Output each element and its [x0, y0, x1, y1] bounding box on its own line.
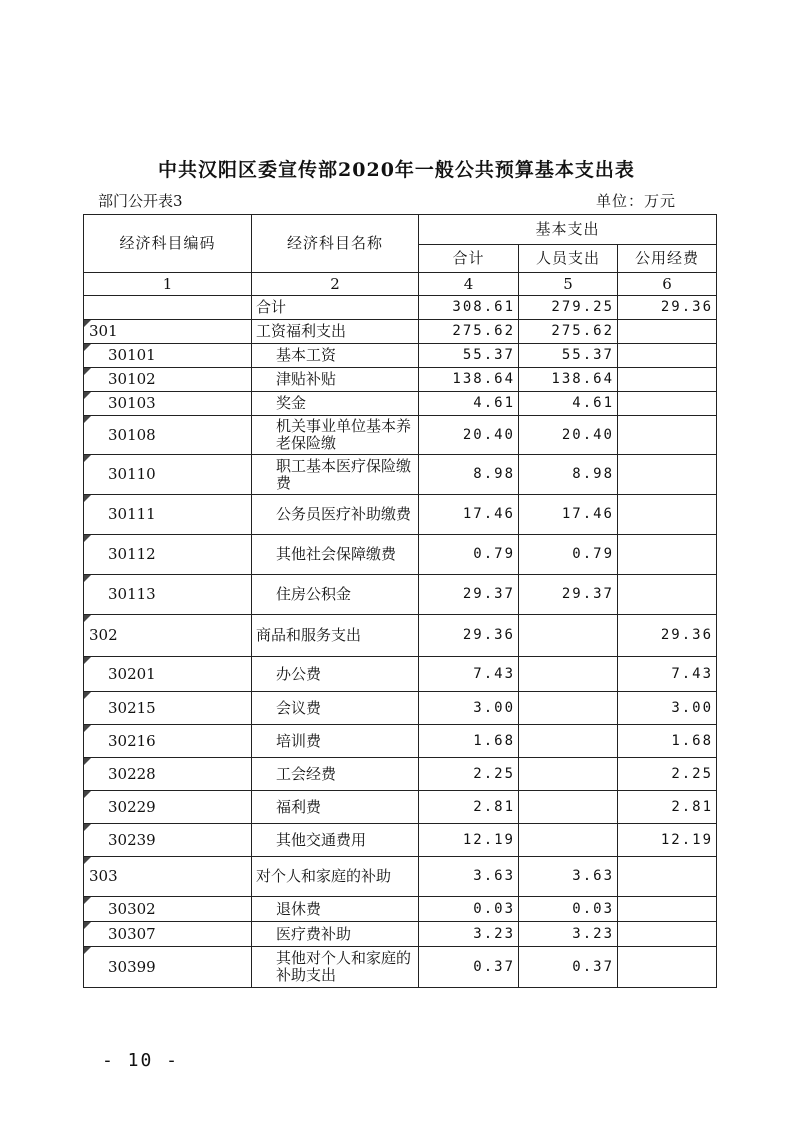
name-cell: 会议费: [252, 692, 419, 725]
table-row: [84, 692, 717, 725]
table-row: [84, 947, 717, 988]
personnel-cell: 0.37: [519, 947, 618, 988]
code-cell: 302: [84, 615, 252, 657]
header-personnel: 人员支出: [519, 245, 618, 273]
personnel-cell: 4.61: [519, 392, 618, 416]
public-cell: 7.43: [618, 657, 717, 692]
public-cell: [618, 922, 717, 947]
total-cell: 138.64: [419, 368, 519, 392]
personnel-cell: [519, 725, 618, 758]
personnel-cell: 8.98: [519, 455, 618, 495]
table-id: 部门公开表3: [98, 192, 183, 210]
cell-corner-mark: [84, 320, 91, 327]
code-cell: [84, 296, 252, 320]
table-row: [84, 791, 717, 824]
cell-corner-mark: [84, 922, 91, 929]
total-cell: 308.61: [419, 296, 519, 320]
table-row: [84, 857, 717, 897]
public-cell: 29.36: [618, 615, 717, 657]
name-cell: 机关事业单位基本养老保险缴: [252, 416, 419, 455]
personnel-cell: [519, 758, 618, 791]
code-cell: 30228: [84, 758, 252, 791]
public-cell: 29.36: [618, 296, 717, 320]
public-cell: [618, 392, 717, 416]
header-name: 经济科目名称: [252, 215, 419, 273]
personnel-cell: 3.63: [519, 857, 618, 897]
page-number: - 10 -: [102, 1050, 180, 1071]
code-cell: 30239: [84, 824, 252, 857]
table-row: [84, 344, 717, 368]
table-body: [84, 215, 717, 988]
name-cell: 办公费: [252, 657, 419, 692]
cell-corner-mark: [84, 615, 91, 622]
table-row: [84, 495, 717, 535]
name-cell: 职工基本医疗保险缴费: [252, 455, 419, 495]
table-row: [84, 416, 717, 455]
table-row: [84, 535, 717, 575]
unit-label: 单位：万元: [596, 192, 677, 210]
code-cell: 30216: [84, 725, 252, 758]
column-number: 4: [419, 273, 519, 296]
total-cell: 2.81: [419, 791, 519, 824]
table-row: [84, 657, 717, 692]
header-code: 经济科目编码: [84, 215, 252, 273]
cell-corner-mark: [84, 416, 91, 423]
code-cell: 30111: [84, 495, 252, 535]
total-cell: 1.68: [419, 725, 519, 758]
personnel-cell: 29.37: [519, 575, 618, 615]
cell-corner-mark: [84, 392, 91, 399]
column-number: 1: [84, 273, 252, 296]
total-cell: 20.40: [419, 416, 519, 455]
code-cell: 30307: [84, 922, 252, 947]
personnel-cell: [519, 692, 618, 725]
personnel-cell: 17.46: [519, 495, 618, 535]
table-row: [84, 922, 717, 947]
cell-corner-mark: [84, 758, 91, 765]
total-cell: 2.25: [419, 758, 519, 791]
name-cell: 津贴补贴: [252, 368, 419, 392]
cell-corner-mark: [84, 344, 91, 351]
total-cell: 275.62: [419, 320, 519, 344]
public-cell: [618, 857, 717, 897]
public-cell: 2.81: [618, 791, 717, 824]
document-title: 中共汉阳区委宣传部2020年一般公共预算基本支出表: [158, 159, 635, 181]
name-cell: 奖金: [252, 392, 419, 416]
name-cell: 合计: [252, 296, 419, 320]
name-cell: 基本工资: [252, 344, 419, 368]
code-cell: 30399: [84, 947, 252, 988]
header-basic-expense: 基本支出: [419, 215, 717, 245]
column-number: 2: [252, 273, 419, 296]
total-cell: 0.79: [419, 535, 519, 575]
name-cell: 福利费: [252, 791, 419, 824]
total-cell: 3.63: [419, 857, 519, 897]
total-cell: 3.00: [419, 692, 519, 725]
cell-corner-mark: [84, 368, 91, 375]
table-row: [84, 455, 717, 495]
cell-corner-mark: [84, 857, 91, 864]
public-cell: 12.19: [618, 824, 717, 857]
budget-table: [83, 214, 717, 988]
personnel-cell: [519, 824, 618, 857]
cell-corner-mark: [84, 824, 91, 831]
cell-corner-mark: [84, 535, 91, 542]
cell-corner-mark: [84, 947, 91, 954]
column-number-row: [84, 273, 717, 296]
personnel-cell: 138.64: [519, 368, 618, 392]
name-cell: 其他交通费用: [252, 824, 419, 857]
total-cell: 3.23: [419, 922, 519, 947]
personnel-cell: 20.40: [519, 416, 618, 455]
column-number: 5: [519, 273, 618, 296]
total-cell: 7.43: [419, 657, 519, 692]
name-cell: 其他社会保障缴费: [252, 535, 419, 575]
public-cell: [618, 495, 717, 535]
code-cell: 30102: [84, 368, 252, 392]
code-cell: 30113: [84, 575, 252, 615]
table-row: [84, 758, 717, 791]
code-cell: 30108: [84, 416, 252, 455]
cell-corner-mark: [84, 575, 91, 582]
total-cell: 0.37: [419, 947, 519, 988]
total-cell: 0.03: [419, 897, 519, 922]
name-cell: 工会经费: [252, 758, 419, 791]
personnel-cell: [519, 615, 618, 657]
public-cell: [618, 455, 717, 495]
name-cell: 退休费: [252, 897, 419, 922]
public-cell: 2.25: [618, 758, 717, 791]
header-row-1: [84, 215, 717, 245]
code-cell: 301: [84, 320, 252, 344]
cell-corner-mark: [84, 791, 91, 798]
code-cell: 30302: [84, 897, 252, 922]
table-row: [84, 296, 717, 320]
public-cell: 1.68: [618, 725, 717, 758]
header-public: 公用经费: [618, 245, 717, 273]
cell-corner-mark: [84, 692, 91, 699]
public-cell: [618, 320, 717, 344]
table-row: [84, 575, 717, 615]
name-cell: 商品和服务支出: [252, 615, 419, 657]
table-row: [84, 320, 717, 344]
name-cell: 其他对个人和家庭的补助支出: [252, 947, 419, 988]
personnel-cell: 3.23: [519, 922, 618, 947]
total-cell: 29.37: [419, 575, 519, 615]
personnel-cell: 0.79: [519, 535, 618, 575]
personnel-cell: [519, 791, 618, 824]
personnel-cell: [519, 657, 618, 692]
cell-corner-mark: [84, 725, 91, 732]
personnel-cell: 55.37: [519, 344, 618, 368]
total-cell: 29.36: [419, 615, 519, 657]
personnel-cell: 275.62: [519, 320, 618, 344]
code-cell: 30112: [84, 535, 252, 575]
code-cell: 30215: [84, 692, 252, 725]
public-cell: [618, 535, 717, 575]
public-cell: [618, 344, 717, 368]
header-total: 合计: [419, 245, 519, 273]
table-row: [84, 824, 717, 857]
code-cell: 30103: [84, 392, 252, 416]
code-cell: 30229: [84, 791, 252, 824]
total-cell: 4.61: [419, 392, 519, 416]
total-cell: 12.19: [419, 824, 519, 857]
table-row: [84, 368, 717, 392]
cell-corner-mark: [84, 455, 91, 462]
table-row: [84, 615, 717, 657]
public-cell: [618, 897, 717, 922]
public-cell: 3.00: [618, 692, 717, 725]
code-cell: 30101: [84, 344, 252, 368]
personnel-cell: 279.25: [519, 296, 618, 320]
column-number: 6: [618, 273, 717, 296]
public-cell: [618, 416, 717, 455]
public-cell: [618, 575, 717, 615]
name-cell: 工资福利支出: [252, 320, 419, 344]
name-cell: 住房公积金: [252, 575, 419, 615]
total-cell: 17.46: [419, 495, 519, 535]
name-cell: 公务员医疗补助缴费: [252, 495, 419, 535]
code-cell: 303: [84, 857, 252, 897]
table-row: [84, 392, 717, 416]
cell-corner-mark: [84, 897, 91, 904]
code-cell: 30201: [84, 657, 252, 692]
code-cell: 30110: [84, 455, 252, 495]
name-cell: 培训费: [252, 725, 419, 758]
table-row: [84, 725, 717, 758]
cell-corner-mark: [84, 657, 91, 664]
name-cell: 对个人和家庭的补助: [252, 857, 419, 897]
total-cell: 55.37: [419, 344, 519, 368]
name-cell: 医疗费补助: [252, 922, 419, 947]
public-cell: [618, 368, 717, 392]
personnel-cell: 0.03: [519, 897, 618, 922]
total-cell: 8.98: [419, 455, 519, 495]
cell-corner-mark: [84, 495, 91, 502]
public-cell: [618, 947, 717, 988]
table-row: [84, 897, 717, 922]
